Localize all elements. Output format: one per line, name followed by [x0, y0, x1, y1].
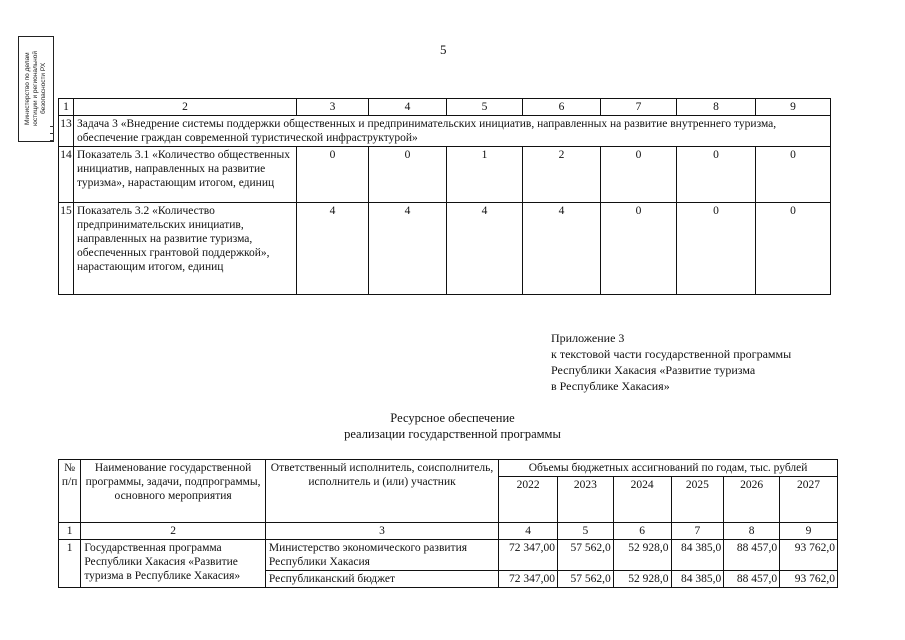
- table-row: [59, 203, 831, 295]
- header-cell: 2: [74, 99, 297, 116]
- header-cell: 6: [523, 99, 601, 116]
- stamp-mark: [50, 133, 54, 134]
- value-cell: 0: [677, 203, 756, 295]
- appendix-line: Приложение 3: [551, 331, 625, 345]
- executor-cell: Министерство экономического развития Республики Хакасия: [265, 540, 498, 571]
- header-year: 2025: [671, 477, 724, 523]
- value-cell: 2: [523, 147, 601, 203]
- header-cell: 5: [447, 99, 523, 116]
- header-cell: 4: [369, 99, 447, 116]
- stamp-mark: [50, 126, 54, 127]
- value-cell: 84 385,0: [671, 540, 724, 571]
- table-row: [59, 147, 831, 203]
- header-num: № п/п: [59, 460, 81, 523]
- header-cell: 3: [297, 99, 369, 116]
- resource-title: [0, 410, 905, 442]
- resource-title-line: реализации государственной программы: [344, 427, 561, 441]
- program-name: Государственная программа Республики Хакасия «Развитие туризма в Республике Хакасия»: [81, 540, 266, 588]
- value-cell: 84 385,0: [671, 571, 724, 588]
- row-number: 14: [59, 147, 74, 203]
- value-cell: 0: [601, 147, 677, 203]
- ministry-stamp: [18, 36, 54, 142]
- value-cell: 72 347,00: [499, 571, 558, 588]
- header-executor: Ответственный исполнитель, соисполнитель, исполнитель и (или) участник: [265, 460, 498, 523]
- executor-cell: Республиканский бюджет: [265, 571, 498, 588]
- header-cell: 8: [677, 99, 756, 116]
- value-cell: 0: [677, 147, 756, 203]
- row-number: 13: [59, 116, 74, 147]
- value-cell: 4: [297, 203, 369, 295]
- header-cell: 9: [756, 99, 831, 116]
- task-row: [59, 116, 831, 147]
- row-number: 15: [59, 203, 74, 295]
- numbering-cell: 5: [557, 523, 613, 540]
- table-row: [59, 540, 838, 571]
- value-cell: 93 762,0: [780, 571, 838, 588]
- stamp-text: Министерство по делам юстиции и региональной безопасности РХ: [24, 51, 47, 127]
- value-cell: 57 562,0: [557, 571, 613, 588]
- numbering-cell: 2: [81, 523, 266, 540]
- value-cell: 0: [756, 147, 831, 203]
- header-year: 2023: [557, 477, 613, 523]
- header-cell: 7: [601, 99, 677, 116]
- value-cell: 88 457,0: [724, 571, 780, 588]
- stamp-mark: [50, 140, 54, 141]
- numbering-row: [59, 523, 838, 540]
- header-year: 2026: [724, 477, 780, 523]
- value-cell: 88 457,0: [724, 540, 780, 571]
- numbering-cell: 4: [499, 523, 558, 540]
- value-cell: 52 928,0: [613, 540, 671, 571]
- value-cell: 93 762,0: [780, 540, 838, 571]
- header-cell: 1: [59, 99, 74, 116]
- resource-table: [58, 459, 838, 588]
- value-cell: 0: [297, 147, 369, 203]
- appendix-caption: [551, 330, 791, 394]
- value-cell: 72 347,00: [499, 540, 558, 571]
- appendix-line: в Республике Хакасия»: [551, 379, 670, 393]
- appendix-line: к текстовой части государственной программы: [551, 347, 792, 361]
- value-cell: 0: [369, 147, 447, 203]
- indicator-name: Показатель 3.2 «Количество предпринимательских инициатив, направленных на развитие туризма, обеспеченных грантовой поддержкой», нарастающим итогом, единиц: [74, 203, 297, 295]
- value-cell: 52 928,0: [613, 571, 671, 588]
- task-text: Задача 3 «Внедрение системы поддержки общественных и предпринимательских инициатив, направленных на развитие внутреннего туризма, обеспечение граждан современной туристической инфраструктурой»: [74, 116, 831, 147]
- table-header-row: [59, 99, 831, 116]
- numbering-cell: 6: [613, 523, 671, 540]
- table-header-row: [59, 460, 838, 477]
- header-year: 2022: [499, 477, 558, 523]
- numbering-cell: 8: [724, 523, 780, 540]
- row-number: 1: [59, 540, 81, 588]
- header-year: 2027: [780, 477, 838, 523]
- value-cell: 4: [523, 203, 601, 295]
- value-cell: 1: [447, 147, 523, 203]
- value-cell: 0: [756, 203, 831, 295]
- value-cell: 57 562,0: [557, 540, 613, 571]
- header-year: 2024: [613, 477, 671, 523]
- appendix-line: Республики Хакасия «Развитие туризма: [551, 363, 756, 377]
- header-volumes: Объемы бюджетных ассигнований по годам, тыс. рублей: [499, 460, 838, 477]
- indicators-table: [58, 98, 831, 295]
- header-name: Наименование государственной программы, задачи, подпрограммы, основного мероприятия: [81, 460, 266, 523]
- resource-title-line: Ресурсное обеспечение: [390, 411, 515, 425]
- value-cell: 0: [601, 203, 677, 295]
- value-cell: 4: [369, 203, 447, 295]
- numbering-cell: 1: [59, 523, 81, 540]
- numbering-cell: 9: [780, 523, 838, 540]
- page-number: 5: [440, 42, 447, 57]
- numbering-cell: 7: [671, 523, 724, 540]
- indicator-name: Показатель 3.1 «Количество общественных инициатив, направленных на развитие туризма», нарастающим итогом, единиц: [74, 147, 297, 203]
- numbering-cell: 3: [265, 523, 498, 540]
- value-cell: 4: [447, 203, 523, 295]
